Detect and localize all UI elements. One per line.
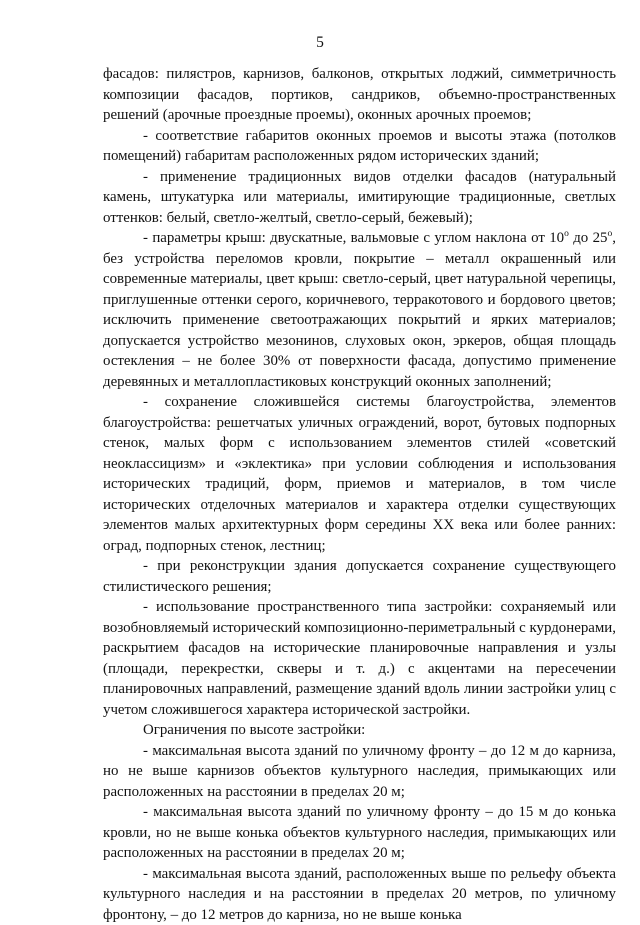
page-number: 5: [0, 34, 640, 52]
degree-sign: о: [564, 229, 569, 239]
degree-sign: о: [608, 229, 613, 239]
paragraph-facade-elements: фасадов: пилястров, карнизов, балконов, открытых лоджий, симметричность композиции фасадов, портиков, сандриков, объемно-пространственных решений (арочные проездные проемы), оконных арочных проемов;: [103, 64, 616, 126]
paragraph-height-cornice: - максимальная высота зданий по уличному фронту – до 12 м до карниза, но не выше карнизов объектов культурного наследия, примыкающих или расположенных на расстоянии в пределах 20 м;: [103, 741, 616, 803]
paragraph-height-restrictions-heading: Ограничения по высоте застройки:: [103, 720, 616, 741]
paragraph-spatial-type: - использование пространственного типа застройки: сохраняемый или возобновляемый исторический композиционно-периметральный с курдонерами, раскрытием фасадов на исторические планировочные направления и узлы (площади, перекрестки, скверы и т. д.) с акцентами на пересечении планировочных направлений, размещение зданий вдоль линии застройки улиц с учетом сложившегося характера исторической застройки.: [103, 597, 616, 720]
paragraph-facade-finishing: - применение традиционных видов отделки фасадов (натуральный камень, штукатурка или материалы, имитирующие традиционные, светлых оттенков: белый, светло-желтый, светло-серый, бежевый);: [103, 167, 616, 229]
document-body: [103, 64, 616, 925]
roof-text-part1: - параметры крыш: двускатные, вальмовые с углом наклона от 10: [143, 230, 564, 246]
paragraph-height-relief: - максимальная высота зданий, расположенных выше по рельефу объекта культурного наследия и на расстоянии в пределах 20 метров, по уличному фронтону, – до 12 метров до карниза, но не выше конька: [103, 864, 616, 925]
paragraph-window-dimensions: - соответствие габаритов оконных проемов и высоты этажа (потолков помещений) габаритам расположенных рядом исторических зданий;: [103, 126, 616, 167]
paragraph-roof-parameters: [103, 228, 616, 392]
roof-text-part2: до 25: [569, 230, 608, 246]
paragraph-reconstruction: - при реконструкции здания допускается сохранение существующего стилистического решения;: [103, 556, 616, 597]
roof-text-part3: , без устройства переломов кровли, покрытие – металл окрашенный или современные материалы, цвет крыш: светло-серый, цвет натуральной черепицы, приглушенные оттенки серого, коричневого, терракотового и бордового цветов; исключить применение светоотражающих покрытий и ярких материалов; допускается устройство мезонинов, слуховых окон, эркеров, общая площадь остекления – не более 30% от поверхности фасада, допустимо применение деревянных и металлопластиковых конструкций оконных заполнений;: [103, 230, 616, 390]
paragraph-height-ridge: - максимальная высота зданий по уличному фронту – до 15 м до конька кровли, но не выше конька объектов культурного наследия, примыкающих или расположенных на расстоянии в пределах 20 м;: [103, 802, 616, 864]
paragraph-landscaping: - сохранение сложившейся системы благоустройства, элементов благоустройства: решетчатых уличных ограждений, ворот, бутовых подпорных стенок, малых форм с использованием элементов стилей «советский неоклассицизм» и «эклектика» при условии соблюдения и использования исторических традиций, форм, приемов и материалов, в том числе исторических отделочных материалов и характера отделки существующих элементов малых архитектурных форм середины XX века или более ранних: оград, подпорных стенок, лестниц;: [103, 392, 616, 556]
